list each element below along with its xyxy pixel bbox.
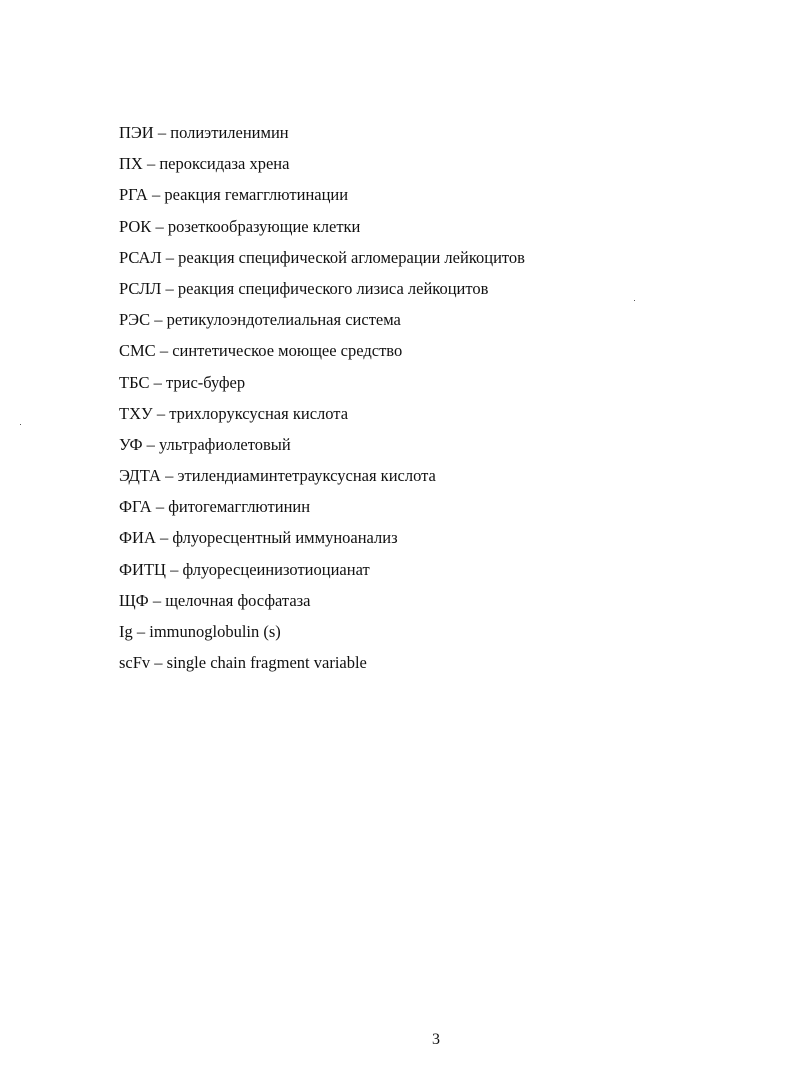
abbreviation-list bbox=[119, 117, 525, 678]
list-item bbox=[119, 117, 525, 148]
abbreviation: РОК bbox=[119, 216, 152, 236]
separator: – bbox=[153, 123, 171, 142]
abbreviation: ЩФ bbox=[119, 590, 149, 610]
list-item bbox=[119, 367, 525, 398]
abbreviation: РЭС bbox=[119, 310, 151, 330]
definition: флуоресцентный иммуноанализ bbox=[172, 528, 398, 548]
separator: – bbox=[149, 372, 166, 392]
definition: реакция специфической агломерации лейкоцитов bbox=[178, 247, 525, 267]
list-item bbox=[119, 148, 525, 179]
separator: – bbox=[155, 341, 173, 361]
definition: щелочная фосфатаза bbox=[165, 590, 311, 610]
abbreviation: ФИА bbox=[119, 528, 156, 548]
list-item bbox=[119, 491, 525, 522]
abbreviation: РСЛЛ bbox=[119, 278, 162, 298]
abbreviation: ПХ bbox=[119, 154, 143, 174]
abbreviation: ПЭИ bbox=[119, 123, 154, 142]
abbreviation: ЭДТА bbox=[119, 466, 161, 486]
separator: – bbox=[161, 278, 178, 298]
definition: фитогемагглютинин bbox=[168, 497, 311, 517]
separator: – bbox=[151, 216, 168, 236]
definition: полиэтиленимин bbox=[170, 123, 289, 142]
list-item bbox=[119, 398, 525, 429]
abbreviation: Ig bbox=[119, 622, 133, 641]
definition: этилендиаминтетрауксусная кислота bbox=[177, 466, 436, 486]
list-item bbox=[119, 242, 525, 273]
separator: – bbox=[165, 559, 183, 579]
separator: – bbox=[151, 497, 169, 517]
definition: реакция специфического лизиса лейкоцитов bbox=[177, 278, 489, 298]
abbreviation: ФИТЦ bbox=[119, 559, 166, 579]
list-item bbox=[119, 554, 525, 585]
definition: ретикулоэндотелиальная система bbox=[166, 310, 401, 330]
list-item bbox=[119, 304, 525, 335]
abbreviation: scFv bbox=[119, 653, 151, 673]
separator: – bbox=[147, 185, 165, 205]
definition: пероксидаза хрена bbox=[159, 154, 290, 174]
separator: – bbox=[161, 247, 179, 267]
list-item bbox=[119, 522, 525, 553]
separator: – bbox=[152, 403, 170, 423]
list-item bbox=[119, 616, 525, 647]
list-item bbox=[119, 429, 525, 460]
separator: – bbox=[150, 653, 167, 673]
list-item bbox=[119, 273, 525, 304]
list-item bbox=[119, 211, 525, 242]
separator: – bbox=[148, 590, 166, 610]
abbreviation: ТХУ bbox=[119, 403, 153, 423]
list-item bbox=[119, 179, 525, 210]
definition: синтетическое моющее средство bbox=[172, 341, 403, 361]
separator: – bbox=[142, 434, 159, 454]
definition: трихлоруксусная кислота bbox=[169, 403, 349, 423]
separator: – bbox=[160, 466, 178, 486]
definition: реакция гемагглютинации bbox=[164, 185, 349, 205]
abbreviation: ФГА bbox=[119, 497, 152, 517]
definition: розеткообразующие клетки bbox=[167, 216, 361, 236]
scan-speck bbox=[20, 424, 21, 425]
abbreviation: РСАЛ bbox=[119, 247, 162, 267]
abbreviation: ТБС bbox=[119, 372, 150, 392]
definition: трис-буфер bbox=[165, 372, 246, 392]
abbreviation: УФ bbox=[119, 434, 143, 454]
separator: – bbox=[142, 154, 160, 174]
page-number: 3 bbox=[432, 1031, 440, 1048]
separator: – bbox=[150, 310, 167, 330]
list-item bbox=[119, 647, 525, 678]
definition: ультрафиолетовый bbox=[159, 434, 291, 454]
abbreviation: СМС bbox=[119, 341, 156, 361]
separator: – bbox=[155, 528, 173, 548]
list-item bbox=[119, 460, 525, 491]
definition: single chain fragment variable bbox=[166, 653, 367, 673]
list-item bbox=[119, 335, 525, 366]
separator: – bbox=[132, 622, 150, 641]
abbreviation: РГА bbox=[119, 185, 148, 205]
definition: immunoglobulin (s) bbox=[149, 622, 281, 641]
scan-speck bbox=[634, 300, 635, 301]
definition: флуоресцеинизотиоцианат bbox=[182, 559, 370, 579]
list-item bbox=[119, 585, 525, 616]
